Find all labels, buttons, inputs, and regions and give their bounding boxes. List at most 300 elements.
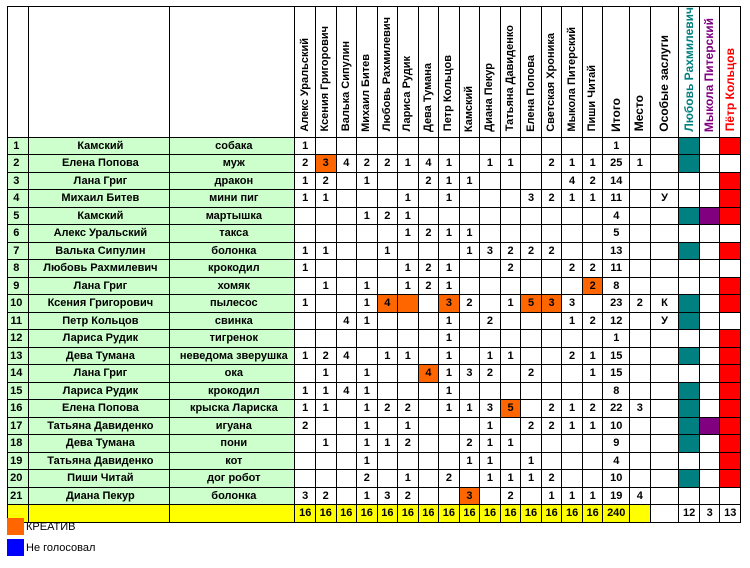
score-cell: 1 — [295, 172, 316, 190]
row-total: 10 — [603, 470, 630, 488]
score-cell: 1 — [357, 365, 378, 383]
row-special-merit — [650, 277, 679, 295]
row-total: 10 — [603, 417, 630, 435]
totals-blank-place — [630, 505, 651, 523]
row-number: 17 — [8, 417, 29, 435]
not-voted-swatch — [7, 539, 24, 556]
score-cell: 2 — [398, 487, 419, 505]
score-cell — [562, 242, 583, 260]
score-cell — [459, 347, 480, 365]
header-corner-title — [170, 7, 295, 138]
table-row — [8, 435, 741, 453]
score-cell: 2 — [418, 172, 439, 190]
row-special-merit — [650, 382, 679, 400]
score-cell: 2 — [582, 172, 603, 190]
legend-creative-label: КРЕАТИВ — [26, 520, 76, 533]
special-judge-mark — [699, 400, 720, 418]
entry-title: игуана — [170, 417, 295, 435]
row-special-merit — [650, 330, 679, 348]
score-cell: 2 — [315, 347, 336, 365]
row-number: 13 — [8, 347, 29, 365]
score-cell: 1 — [439, 225, 460, 243]
judge-header — [357, 7, 378, 138]
summary-header-label: Итого — [608, 97, 623, 132]
special-judge-mark — [699, 417, 720, 435]
judge-name: Светская Хроника — [545, 32, 558, 132]
judge-header — [541, 7, 562, 138]
score-cell: 1 — [459, 225, 480, 243]
score-cell: 1 — [480, 470, 501, 488]
score-cell — [418, 312, 439, 330]
score-cell: 2 — [500, 260, 521, 278]
score-cell — [439, 417, 460, 435]
score-cell: 4 — [418, 365, 439, 383]
score-cell: 1 — [315, 242, 336, 260]
score-cell: 2 — [480, 365, 501, 383]
special-judge-mark — [679, 470, 700, 488]
special-judge-mark — [720, 242, 741, 260]
judge-header — [295, 7, 316, 138]
header-row — [8, 7, 741, 138]
author-name: Дева Тумана — [28, 347, 170, 365]
score-cell — [357, 347, 378, 365]
score-cell — [480, 190, 501, 208]
judge-total: 16 — [295, 505, 316, 523]
row-special-merit: У — [650, 312, 679, 330]
score-cell — [439, 452, 460, 470]
judge-total: 16 — [418, 505, 439, 523]
score-cell — [418, 435, 439, 453]
special-judge-mark — [679, 435, 700, 453]
special-judge-mark — [679, 417, 700, 435]
special-judge-mark — [720, 225, 741, 243]
judge-name: Петр Кольцов — [442, 55, 455, 132]
special-judge-mark — [720, 470, 741, 488]
score-cell: 1 — [562, 155, 583, 173]
score-cell: 1 — [439, 312, 460, 330]
score-cell — [418, 400, 439, 418]
score-cell: 1 — [500, 470, 521, 488]
score-cell — [480, 330, 501, 348]
score-cell: 1 — [562, 487, 583, 505]
table-row — [8, 190, 741, 208]
score-cell: 5 — [500, 400, 521, 418]
row-total: 15 — [603, 347, 630, 365]
row-special-merit: У — [650, 190, 679, 208]
score-cell: 2 — [521, 417, 542, 435]
score-cell — [336, 365, 357, 383]
score-cell: 1 — [398, 470, 419, 488]
score-cell: 5 — [521, 295, 542, 313]
row-number: 1 — [8, 137, 29, 155]
score-cell: 2 — [582, 260, 603, 278]
row-special-merit — [650, 400, 679, 418]
row-total: 4 — [603, 207, 630, 225]
score-cell — [295, 452, 316, 470]
score-cell — [582, 330, 603, 348]
score-cell: 2 — [357, 470, 378, 488]
special-judge-mark — [720, 330, 741, 348]
score-cell: 3 — [480, 400, 501, 418]
score-cell — [582, 470, 603, 488]
score-cell — [295, 330, 316, 348]
row-number: 19 — [8, 452, 29, 470]
score-cell: 2 — [357, 155, 378, 173]
score-cell: 1 — [357, 172, 378, 190]
judge-total: 16 — [500, 505, 521, 523]
special-judge-mark — [699, 225, 720, 243]
score-cell: 1 — [439, 190, 460, 208]
score-cell — [541, 312, 562, 330]
score-cell — [562, 452, 583, 470]
special-judge-mark — [699, 365, 720, 383]
judge-total: 16 — [357, 505, 378, 523]
score-cell — [357, 260, 378, 278]
score-cell — [336, 470, 357, 488]
score-cell — [541, 330, 562, 348]
row-special-merit — [650, 242, 679, 260]
score-cell — [377, 452, 398, 470]
special-judge-mark — [720, 207, 741, 225]
special-judge-total: 13 — [720, 505, 741, 523]
score-cell: 2 — [541, 417, 562, 435]
score-cell: 2 — [439, 470, 460, 488]
grand-total: 240 — [603, 505, 630, 523]
author-name: Лана Григ — [28, 172, 170, 190]
score-cell — [521, 347, 542, 365]
author-name: Пиши Читай — [28, 470, 170, 488]
judge-header — [459, 7, 480, 138]
score-cell — [315, 452, 336, 470]
special-judge-mark — [699, 295, 720, 313]
score-cell: 1 — [459, 400, 480, 418]
score-cell — [500, 312, 521, 330]
special-judge-mark — [699, 207, 720, 225]
score-cell — [398, 452, 419, 470]
score-cell — [582, 452, 603, 470]
score-cell: 2 — [562, 347, 583, 365]
row-special-merit — [650, 435, 679, 453]
score-cell: 1 — [357, 487, 378, 505]
score-cell: 3 — [439, 295, 460, 313]
header-corner-num — [8, 7, 29, 138]
row-place: 1 — [630, 155, 651, 173]
row-total: 8 — [603, 277, 630, 295]
score-cell: 1 — [377, 435, 398, 453]
score-cell: 1 — [521, 470, 542, 488]
score-cell — [315, 330, 336, 348]
row-place — [630, 452, 651, 470]
score-cell — [357, 137, 378, 155]
judge-header — [398, 7, 419, 138]
row-place — [630, 225, 651, 243]
score-cell — [521, 435, 542, 453]
row-total: 9 — [603, 435, 630, 453]
special-judge-header — [720, 7, 741, 138]
score-cell — [315, 295, 336, 313]
score-cell — [439, 137, 460, 155]
score-cell: 1 — [315, 277, 336, 295]
score-cell — [336, 172, 357, 190]
score-cell — [377, 365, 398, 383]
judge-header — [439, 7, 460, 138]
special-judge-mark — [699, 137, 720, 155]
special-judge-mark — [679, 172, 700, 190]
entry-title: крокодил — [170, 382, 295, 400]
score-cell — [582, 295, 603, 313]
score-cell: 2 — [521, 365, 542, 383]
score-cell: 2 — [418, 277, 439, 295]
score-cell — [500, 172, 521, 190]
special-judge-mark — [720, 417, 741, 435]
score-cell: 1 — [398, 277, 419, 295]
entry-title: болонка — [170, 487, 295, 505]
score-cell: 1 — [357, 207, 378, 225]
table-row — [8, 137, 741, 155]
score-cell — [336, 225, 357, 243]
row-number: 14 — [8, 365, 29, 383]
special-judge-mark — [720, 487, 741, 505]
score-cell: 1 — [521, 452, 542, 470]
score-cell — [541, 172, 562, 190]
score-cell — [418, 242, 439, 260]
special-judge-total: 12 — [679, 505, 700, 523]
score-cell: 2 — [500, 487, 521, 505]
score-cell: 1 — [295, 190, 316, 208]
score-cell — [541, 277, 562, 295]
score-cell: 1 — [315, 190, 336, 208]
special-judge-mark — [720, 400, 741, 418]
score-cell — [459, 277, 480, 295]
score-cell — [295, 312, 316, 330]
judge-name: Диана Пекур — [483, 62, 496, 132]
score-cell — [295, 277, 316, 295]
row-place — [630, 172, 651, 190]
special-judge-mark — [679, 382, 700, 400]
score-cell — [582, 382, 603, 400]
special-judge-mark — [679, 155, 700, 173]
score-cell — [459, 260, 480, 278]
special-judge-name: Любовь Рахмилевич — [681, 7, 696, 132]
score-cell: 1 — [500, 295, 521, 313]
score-cell — [336, 435, 357, 453]
special-judge-mark — [720, 295, 741, 313]
judge-name: Пиши Читай — [586, 65, 599, 132]
score-cell — [541, 260, 562, 278]
score-cell: 2 — [459, 435, 480, 453]
score-cell: 1 — [562, 417, 583, 435]
score-cell: 1 — [357, 452, 378, 470]
score-cell: 1 — [439, 260, 460, 278]
table-row — [8, 155, 741, 173]
judge-total: 16 — [377, 505, 398, 523]
score-cell — [418, 417, 439, 435]
special-judge-mark — [699, 190, 720, 208]
author-name: Лана Григ — [28, 365, 170, 383]
score-cell — [295, 365, 316, 383]
row-place — [630, 207, 651, 225]
special-judge-name: Мыкола Питерский — [702, 17, 717, 132]
score-cell — [480, 137, 501, 155]
score-cell — [357, 225, 378, 243]
score-cell: 1 — [480, 155, 501, 173]
row-number: 15 — [8, 382, 29, 400]
summary-header-label: Особые заслуги — [656, 34, 671, 132]
table-row — [8, 260, 741, 278]
score-cell — [521, 312, 542, 330]
row-special-merit — [650, 225, 679, 243]
score-cell: 1 — [398, 417, 419, 435]
row-number: 12 — [8, 330, 29, 348]
row-number: 2 — [8, 155, 29, 173]
score-cell — [541, 382, 562, 400]
score-cell: 3 — [459, 365, 480, 383]
score-cell: 1 — [582, 190, 603, 208]
score-cell: 2 — [398, 400, 419, 418]
score-cell — [315, 470, 336, 488]
author-name: Елена Попова — [28, 400, 170, 418]
special-judge-mark — [679, 312, 700, 330]
row-number: 21 — [8, 487, 29, 505]
score-cell: 1 — [439, 365, 460, 383]
special-judge-mark — [699, 470, 720, 488]
legend-not-voted — [7, 539, 95, 556]
score-cell: 1 — [582, 347, 603, 365]
score-cell — [336, 330, 357, 348]
table-row — [8, 225, 741, 243]
author-name: Диана Пекур — [28, 487, 170, 505]
score-cell — [377, 382, 398, 400]
score-cell: 2 — [582, 400, 603, 418]
author-name: Татьяна Давиденко — [28, 417, 170, 435]
row-number: 6 — [8, 225, 29, 243]
score-cell — [459, 190, 480, 208]
score-cell: 3 — [480, 242, 501, 260]
judge-name: Валька Сипулин — [339, 41, 352, 132]
score-cell: 3 — [521, 190, 542, 208]
totals-blank-title — [170, 505, 295, 523]
author-name: Петр Кольцов — [28, 312, 170, 330]
row-number: 7 — [8, 242, 29, 260]
score-cell — [315, 260, 336, 278]
score-cell: 1 — [295, 137, 316, 155]
row-number: 10 — [8, 295, 29, 313]
score-cell: 1 — [562, 190, 583, 208]
row-place — [630, 312, 651, 330]
score-cell — [500, 137, 521, 155]
special-judge-mark — [720, 312, 741, 330]
summary-header — [630, 7, 651, 138]
score-cell: 2 — [398, 435, 419, 453]
table-row — [8, 487, 741, 505]
score-cell: 1 — [295, 347, 316, 365]
row-total: 4 — [603, 452, 630, 470]
special-judge-mark — [699, 242, 720, 260]
special-judge-mark — [699, 277, 720, 295]
row-number: 16 — [8, 400, 29, 418]
judge-total: 16 — [398, 505, 419, 523]
score-cell — [480, 260, 501, 278]
score-cell: 1 — [582, 487, 603, 505]
score-cell: 1 — [357, 312, 378, 330]
score-cell: 1 — [315, 365, 336, 383]
score-cell: 1 — [398, 260, 419, 278]
score-cell — [562, 330, 583, 348]
author-name: Михаил Битев — [28, 190, 170, 208]
score-cell — [480, 207, 501, 225]
judge-name: Любовь Рахмилевич — [380, 17, 393, 132]
judge-total: 16 — [439, 505, 460, 523]
score-cell — [377, 190, 398, 208]
score-cell — [521, 400, 542, 418]
special-judge-mark — [679, 487, 700, 505]
special-judge-mark — [699, 347, 720, 365]
score-cell — [500, 330, 521, 348]
judge-header — [521, 7, 542, 138]
score-cell: 1 — [500, 347, 521, 365]
score-cell: 1 — [562, 312, 583, 330]
special-judge-mark — [699, 435, 720, 453]
score-cell — [459, 312, 480, 330]
special-judge-mark — [679, 242, 700, 260]
special-judge-mark — [679, 260, 700, 278]
special-judge-header — [699, 7, 720, 138]
score-cell: 1 — [357, 295, 378, 313]
score-cell — [315, 312, 336, 330]
score-cell: 1 — [398, 155, 419, 173]
row-number: 11 — [8, 312, 29, 330]
table-row — [8, 295, 741, 313]
score-cell — [377, 172, 398, 190]
author-name: Лариса Рудик — [28, 330, 170, 348]
score-cell — [295, 435, 316, 453]
row-special-merit — [650, 347, 679, 365]
score-cell: 2 — [500, 242, 521, 260]
score-cell — [398, 365, 419, 383]
special-judge-mark — [679, 400, 700, 418]
score-cell: 1 — [398, 225, 419, 243]
score-cell: 2 — [480, 312, 501, 330]
judge-total: 16 — [480, 505, 501, 523]
special-judge-mark — [679, 190, 700, 208]
score-cell: 1 — [541, 487, 562, 505]
summary-header — [603, 7, 630, 138]
score-cell — [398, 330, 419, 348]
table-row — [8, 452, 741, 470]
score-cell: 4 — [418, 155, 439, 173]
row-number: 4 — [8, 190, 29, 208]
score-cell: 1 — [562, 400, 583, 418]
row-place — [630, 190, 651, 208]
score-cell — [582, 207, 603, 225]
score-cell: 1 — [439, 330, 460, 348]
special-judge-mark — [699, 487, 720, 505]
score-cell — [377, 417, 398, 435]
score-cell: 1 — [398, 347, 419, 365]
score-cell — [541, 452, 562, 470]
special-judge-mark — [720, 137, 741, 155]
score-cell — [541, 365, 562, 383]
score-cell: 1 — [500, 155, 521, 173]
score-cell: 1 — [357, 382, 378, 400]
table-row — [8, 330, 741, 348]
score-cell — [377, 312, 398, 330]
score-cell: 2 — [418, 260, 439, 278]
score-cell — [541, 435, 562, 453]
summary-header-label: Место — [632, 95, 647, 132]
row-number: 20 — [8, 470, 29, 488]
score-cell — [398, 312, 419, 330]
